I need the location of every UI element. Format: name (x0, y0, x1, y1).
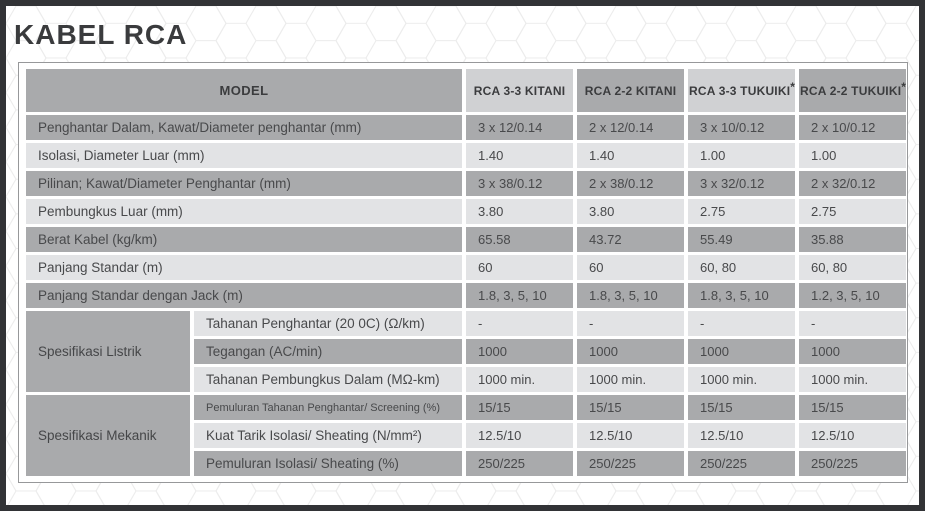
value-cell: 2 x 32/0.12 (799, 171, 906, 196)
table-row (26, 143, 906, 168)
column-header-rca-3-3-kitani (466, 69, 573, 112)
value-cell: 1.00 (799, 143, 906, 168)
value-cell: 15/15 (799, 395, 906, 420)
column-header-label: RCA 3-3 TUKUIKI (689, 83, 791, 98)
value-cell: 250/225 (577, 451, 684, 476)
spec-table (22, 66, 910, 479)
value-cell: 55.49 (688, 227, 795, 252)
value-cell: 2 x 12/0.14 (577, 115, 684, 140)
row-label-cell: Penghantar Dalam, Kawat/Diameter penghantar (mm) (26, 115, 462, 140)
row-label-cell: Pembungkus Luar (mm) (26, 199, 462, 224)
value-cell: - (577, 311, 684, 336)
value-cell: 3 x 32/0.12 (688, 171, 795, 196)
value-cell: 1000 (799, 339, 906, 364)
value-cell: 60 (577, 255, 684, 280)
value-cell: 2 x 38/0.12 (577, 171, 684, 196)
column-header-rca-2-2-kitani (577, 69, 684, 112)
row-label-cell: Pilinan; Kawat/Diameter Penghantar (mm) (26, 171, 462, 196)
value-cell: 1000 (688, 339, 795, 364)
sub-label-cell: Pemuluran Tahanan Penghantar/ Screening (%) (194, 395, 462, 420)
value-cell: 12.5/10 (466, 423, 573, 448)
value-cell: 250/225 (466, 451, 573, 476)
table-row (26, 283, 906, 308)
table-row (26, 311, 906, 336)
value-cell: 1.00 (688, 143, 795, 168)
value-cell: 12.5/10 (577, 423, 684, 448)
value-cell: 1.8, 3, 5, 10 (466, 283, 573, 308)
row-label-cell: Isolasi, Diameter Luar (mm) (26, 143, 462, 168)
value-cell: 3 x 10/0.12 (688, 115, 795, 140)
value-cell: 2.75 (799, 199, 906, 224)
sub-label-cell: Tahanan Pembungkus Dalam (MΩ-km) (194, 367, 462, 392)
sub-label-cell: Pemuluran Isolasi/ Sheating (%) (194, 451, 462, 476)
value-cell: 15/15 (577, 395, 684, 420)
value-cell: 1.40 (466, 143, 573, 168)
value-cell: 15/15 (688, 395, 795, 420)
value-cell: 3.80 (466, 199, 573, 224)
value-cell: 1.2, 3, 5, 10 (799, 283, 906, 308)
value-cell: 1000 (577, 339, 684, 364)
row-label-cell: Berat Kabel (kg/km) (26, 227, 462, 252)
value-cell: - (688, 311, 795, 336)
value-cell: 1000 (466, 339, 573, 364)
sub-label-cell: Tegangan (AC/min) (194, 339, 462, 364)
value-cell: 250/225 (799, 451, 906, 476)
model-column-header: MODEL (26, 69, 462, 112)
value-cell: 1000 min. (466, 367, 573, 392)
value-cell: 12.5/10 (799, 423, 906, 448)
column-header-label: RCA 3-3 KITANI (473, 83, 566, 98)
table-row (26, 199, 906, 224)
table-row (26, 115, 906, 140)
row-label-cell: Panjang Standar dengan Jack (m) (26, 283, 462, 308)
column-header-rca-2-2-tukuiki (799, 69, 906, 112)
value-cell: 1.40 (577, 143, 684, 168)
value-cell: 65.58 (466, 227, 573, 252)
value-cell: 60 (466, 255, 573, 280)
value-cell: 12.5/10 (688, 423, 795, 448)
column-header-label: RCA 2-2 TUKUIKI (800, 83, 902, 98)
value-cell: 1000 min. (688, 367, 795, 392)
value-cell: 250/225 (688, 451, 795, 476)
group-label-cell: Spesifikasi Mekanik (26, 395, 190, 476)
table-row (26, 227, 906, 252)
value-cell: - (799, 311, 906, 336)
value-cell: 1.8, 3, 5, 10 (688, 283, 795, 308)
value-cell: 1000 min. (799, 367, 906, 392)
value-cell: 3 x 38/0.12 (466, 171, 573, 196)
column-header-label: RCA 2-2 KITANI (584, 83, 677, 98)
value-cell: 1000 min. (577, 367, 684, 392)
page-title: KABEL RCA (14, 19, 188, 50)
row-label-cell: Panjang Standar (m) (26, 255, 462, 280)
value-cell: 35.88 (799, 227, 906, 252)
value-cell: 60, 80 (799, 255, 906, 280)
table-body (26, 115, 906, 476)
sub-label-cell: Tahanan Penghantar (20 0C) (Ω/km) (194, 311, 462, 336)
value-cell: 2.75 (688, 199, 795, 224)
value-cell: 3 x 12/0.14 (466, 115, 573, 140)
value-cell: 3.80 (577, 199, 684, 224)
spec-table-panel (18, 62, 908, 483)
value-cell: 15/15 (466, 395, 573, 420)
footnote-asterisk: * (790, 79, 796, 94)
value-cell: 43.72 (577, 227, 684, 252)
footnote-asterisk: * (901, 79, 907, 94)
value-cell: 60, 80 (688, 255, 795, 280)
header-row (26, 69, 906, 112)
sub-label-cell: Kuat Tarik Isolasi/ Sheating (N/mm²) (194, 423, 462, 448)
table-row (26, 395, 906, 420)
value-cell: - (466, 311, 573, 336)
table-row (26, 255, 906, 280)
value-cell: 1.8, 3, 5, 10 (577, 283, 684, 308)
table-row (26, 171, 906, 196)
column-header-rca-3-3-tukuiki (688, 69, 795, 112)
value-cell: 2 x 10/0.12 (799, 115, 906, 140)
group-label-cell: Spesifikasi Listrik (26, 311, 190, 392)
